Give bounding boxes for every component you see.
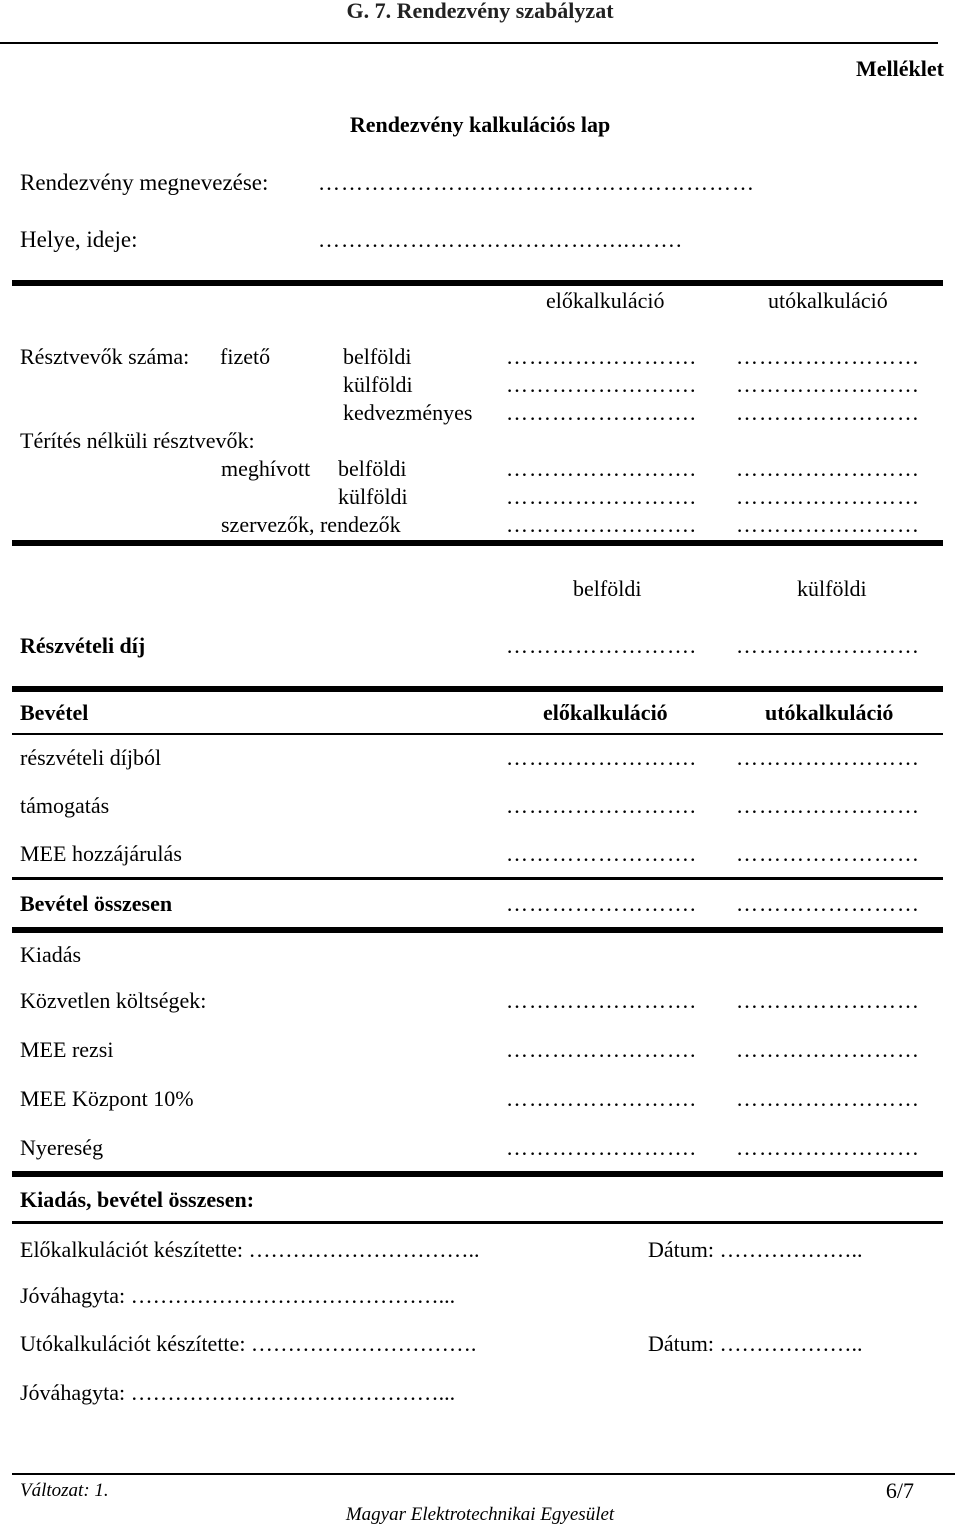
grand-total-rule bbox=[12, 1221, 943, 1224]
paying-domestic-pre[interactable]: ……………………. bbox=[506, 344, 697, 369]
paying-foreign-post[interactable]: …………………… bbox=[736, 372, 920, 397]
expense-overhead-post[interactable]: …………………… bbox=[736, 1037, 920, 1062]
discounted-post[interactable]: …………………… bbox=[736, 400, 920, 425]
paying-domestic-label: belföldi bbox=[343, 344, 412, 369]
income-title: Bevétel bbox=[20, 700, 89, 725]
invited-foreign-label: külföldi bbox=[338, 484, 408, 509]
event-name-label: Rendezvény megnevezése: bbox=[20, 170, 269, 195]
expense-central-post[interactable]: …………………… bbox=[736, 1086, 920, 1111]
income-col-post: utókalkuláció bbox=[765, 700, 894, 725]
income-row-fees-post[interactable]: …………………… bbox=[736, 745, 920, 770]
place-time-field[interactable]: …………………………………..……. bbox=[318, 227, 683, 252]
section-rule-2 bbox=[12, 540, 943, 546]
fee-domestic-field[interactable]: ……………………. bbox=[506, 633, 697, 658]
footer-version: Változat: 1. bbox=[20, 1480, 109, 1501]
section-rule-1 bbox=[12, 280, 943, 286]
organizers-post[interactable]: …………………… bbox=[736, 512, 920, 537]
income-total-pre[interactable]: ……………………. bbox=[506, 891, 697, 916]
income-row-fees-label: részvételi díjból bbox=[20, 745, 162, 770]
expense-profit-post[interactable]: …………………… bbox=[736, 1135, 920, 1160]
expense-profit-pre[interactable]: ……………………. bbox=[506, 1135, 697, 1160]
expense-overhead-label: MEE rezsi bbox=[20, 1037, 114, 1062]
footer-rule bbox=[12, 1473, 955, 1475]
income-total-rule bbox=[12, 877, 943, 880]
event-name-field[interactable]: ………………………………………………… bbox=[318, 170, 755, 195]
income-row-fees-pre[interactable]: ……………………. bbox=[506, 745, 697, 770]
fee-label: Részvételi díj bbox=[20, 633, 146, 658]
income-row-support-label: támogatás bbox=[20, 793, 110, 818]
expense-direct-pre[interactable]: ……………………. bbox=[506, 988, 697, 1013]
footer-organization: Magyar Elektrotechnikai Egyesület bbox=[345, 1504, 615, 1525]
grand-total-label: Kiadás, bevétel összesen: bbox=[20, 1187, 255, 1212]
annex-label: Melléklet bbox=[856, 56, 944, 81]
fee-foreign-field[interactable]: …………………… bbox=[736, 633, 920, 658]
income-total-post[interactable]: …………………… bbox=[736, 891, 920, 916]
organizers-label: szervezők, rendezők bbox=[221, 512, 401, 537]
expense-overhead-pre[interactable]: ……………………. bbox=[506, 1037, 697, 1062]
organizers-pre[interactable]: ……………………. bbox=[506, 512, 697, 537]
invited-domestic-post[interactable]: …………………… bbox=[736, 456, 920, 481]
expense-central-pre[interactable]: ……………………. bbox=[506, 1086, 697, 1111]
header-rule bbox=[0, 42, 938, 44]
paying-domestic-post[interactable]: …………………… bbox=[736, 344, 920, 369]
approved-by-field-1[interactable]: Jóváhagyta: ……………………………………... bbox=[20, 1283, 456, 1308]
income-total-label: Bevétel összesen bbox=[20, 891, 173, 916]
col-header-post: utókalkuláció bbox=[768, 288, 888, 313]
expense-profit-label: Nyereség bbox=[20, 1135, 104, 1160]
place-time-label: Helye, ideje: bbox=[20, 227, 138, 252]
date-field-1[interactable]: Dátum: ……………….. bbox=[648, 1237, 863, 1262]
date-field-2[interactable]: Dátum: ……………….. bbox=[648, 1331, 863, 1356]
income-row-mee-label: MEE hozzájárulás bbox=[20, 841, 182, 866]
income-col-pre: előkalkuláció bbox=[543, 700, 668, 725]
income-row-mee-pre[interactable]: ……………………. bbox=[506, 841, 697, 866]
col-header-pre: előkalkuláció bbox=[546, 288, 665, 313]
document-header-title: G. 7. Rendezvény szabályzat bbox=[346, 0, 614, 23]
income-row-support-post[interactable]: …………………… bbox=[736, 793, 920, 818]
fee-col-domestic: belföldi bbox=[573, 576, 642, 601]
expense-direct-post[interactable]: …………………… bbox=[736, 988, 920, 1013]
participants-count-label: Résztvevők száma: bbox=[20, 344, 190, 369]
paying-foreign-label: külföldi bbox=[343, 372, 413, 397]
paying-label: fizető bbox=[220, 344, 271, 369]
pre-prepared-by-field[interactable]: Előkalkulációt készítette: ………………………….. bbox=[20, 1237, 480, 1262]
expense-title: Kiadás bbox=[20, 942, 82, 967]
free-participants-label: Térítés nélküli résztvevők: bbox=[20, 428, 255, 453]
post-prepared-by-field[interactable]: Utókalkulációt készítette: …………………………. bbox=[20, 1331, 477, 1356]
income-header-rule bbox=[12, 733, 943, 735]
paying-foreign-pre[interactable]: ……………………. bbox=[506, 372, 697, 397]
approved-by-field-2[interactable]: Jóváhagyta: ……………………………………... bbox=[20, 1380, 456, 1405]
section-rule-3 bbox=[12, 686, 943, 692]
invited-domestic-pre[interactable]: ……………………. bbox=[506, 456, 697, 481]
form-title: Rendezvény kalkulációs lap bbox=[349, 112, 611, 137]
income-row-support-pre[interactable]: ……………………. bbox=[506, 793, 697, 818]
invited-domestic-label: belföldi bbox=[338, 456, 407, 481]
section-rule-5 bbox=[12, 1171, 943, 1177]
invited-foreign-post[interactable]: …………………… bbox=[736, 484, 920, 509]
fee-col-foreign: külföldi bbox=[797, 576, 867, 601]
income-row-mee-post[interactable]: …………………… bbox=[736, 841, 920, 866]
invited-foreign-pre[interactable]: ……………………. bbox=[506, 484, 697, 509]
section-rule-4 bbox=[12, 927, 943, 933]
footer-page-number: 6/7 bbox=[885, 1478, 914, 1503]
expense-central-label: MEE Központ 10% bbox=[20, 1086, 194, 1111]
expense-direct-label: Közvetlen költségek: bbox=[20, 988, 207, 1013]
discounted-label: kedvezményes bbox=[343, 400, 473, 425]
discounted-pre[interactable]: ……………………. bbox=[506, 400, 697, 425]
invited-label: meghívott bbox=[221, 456, 311, 481]
